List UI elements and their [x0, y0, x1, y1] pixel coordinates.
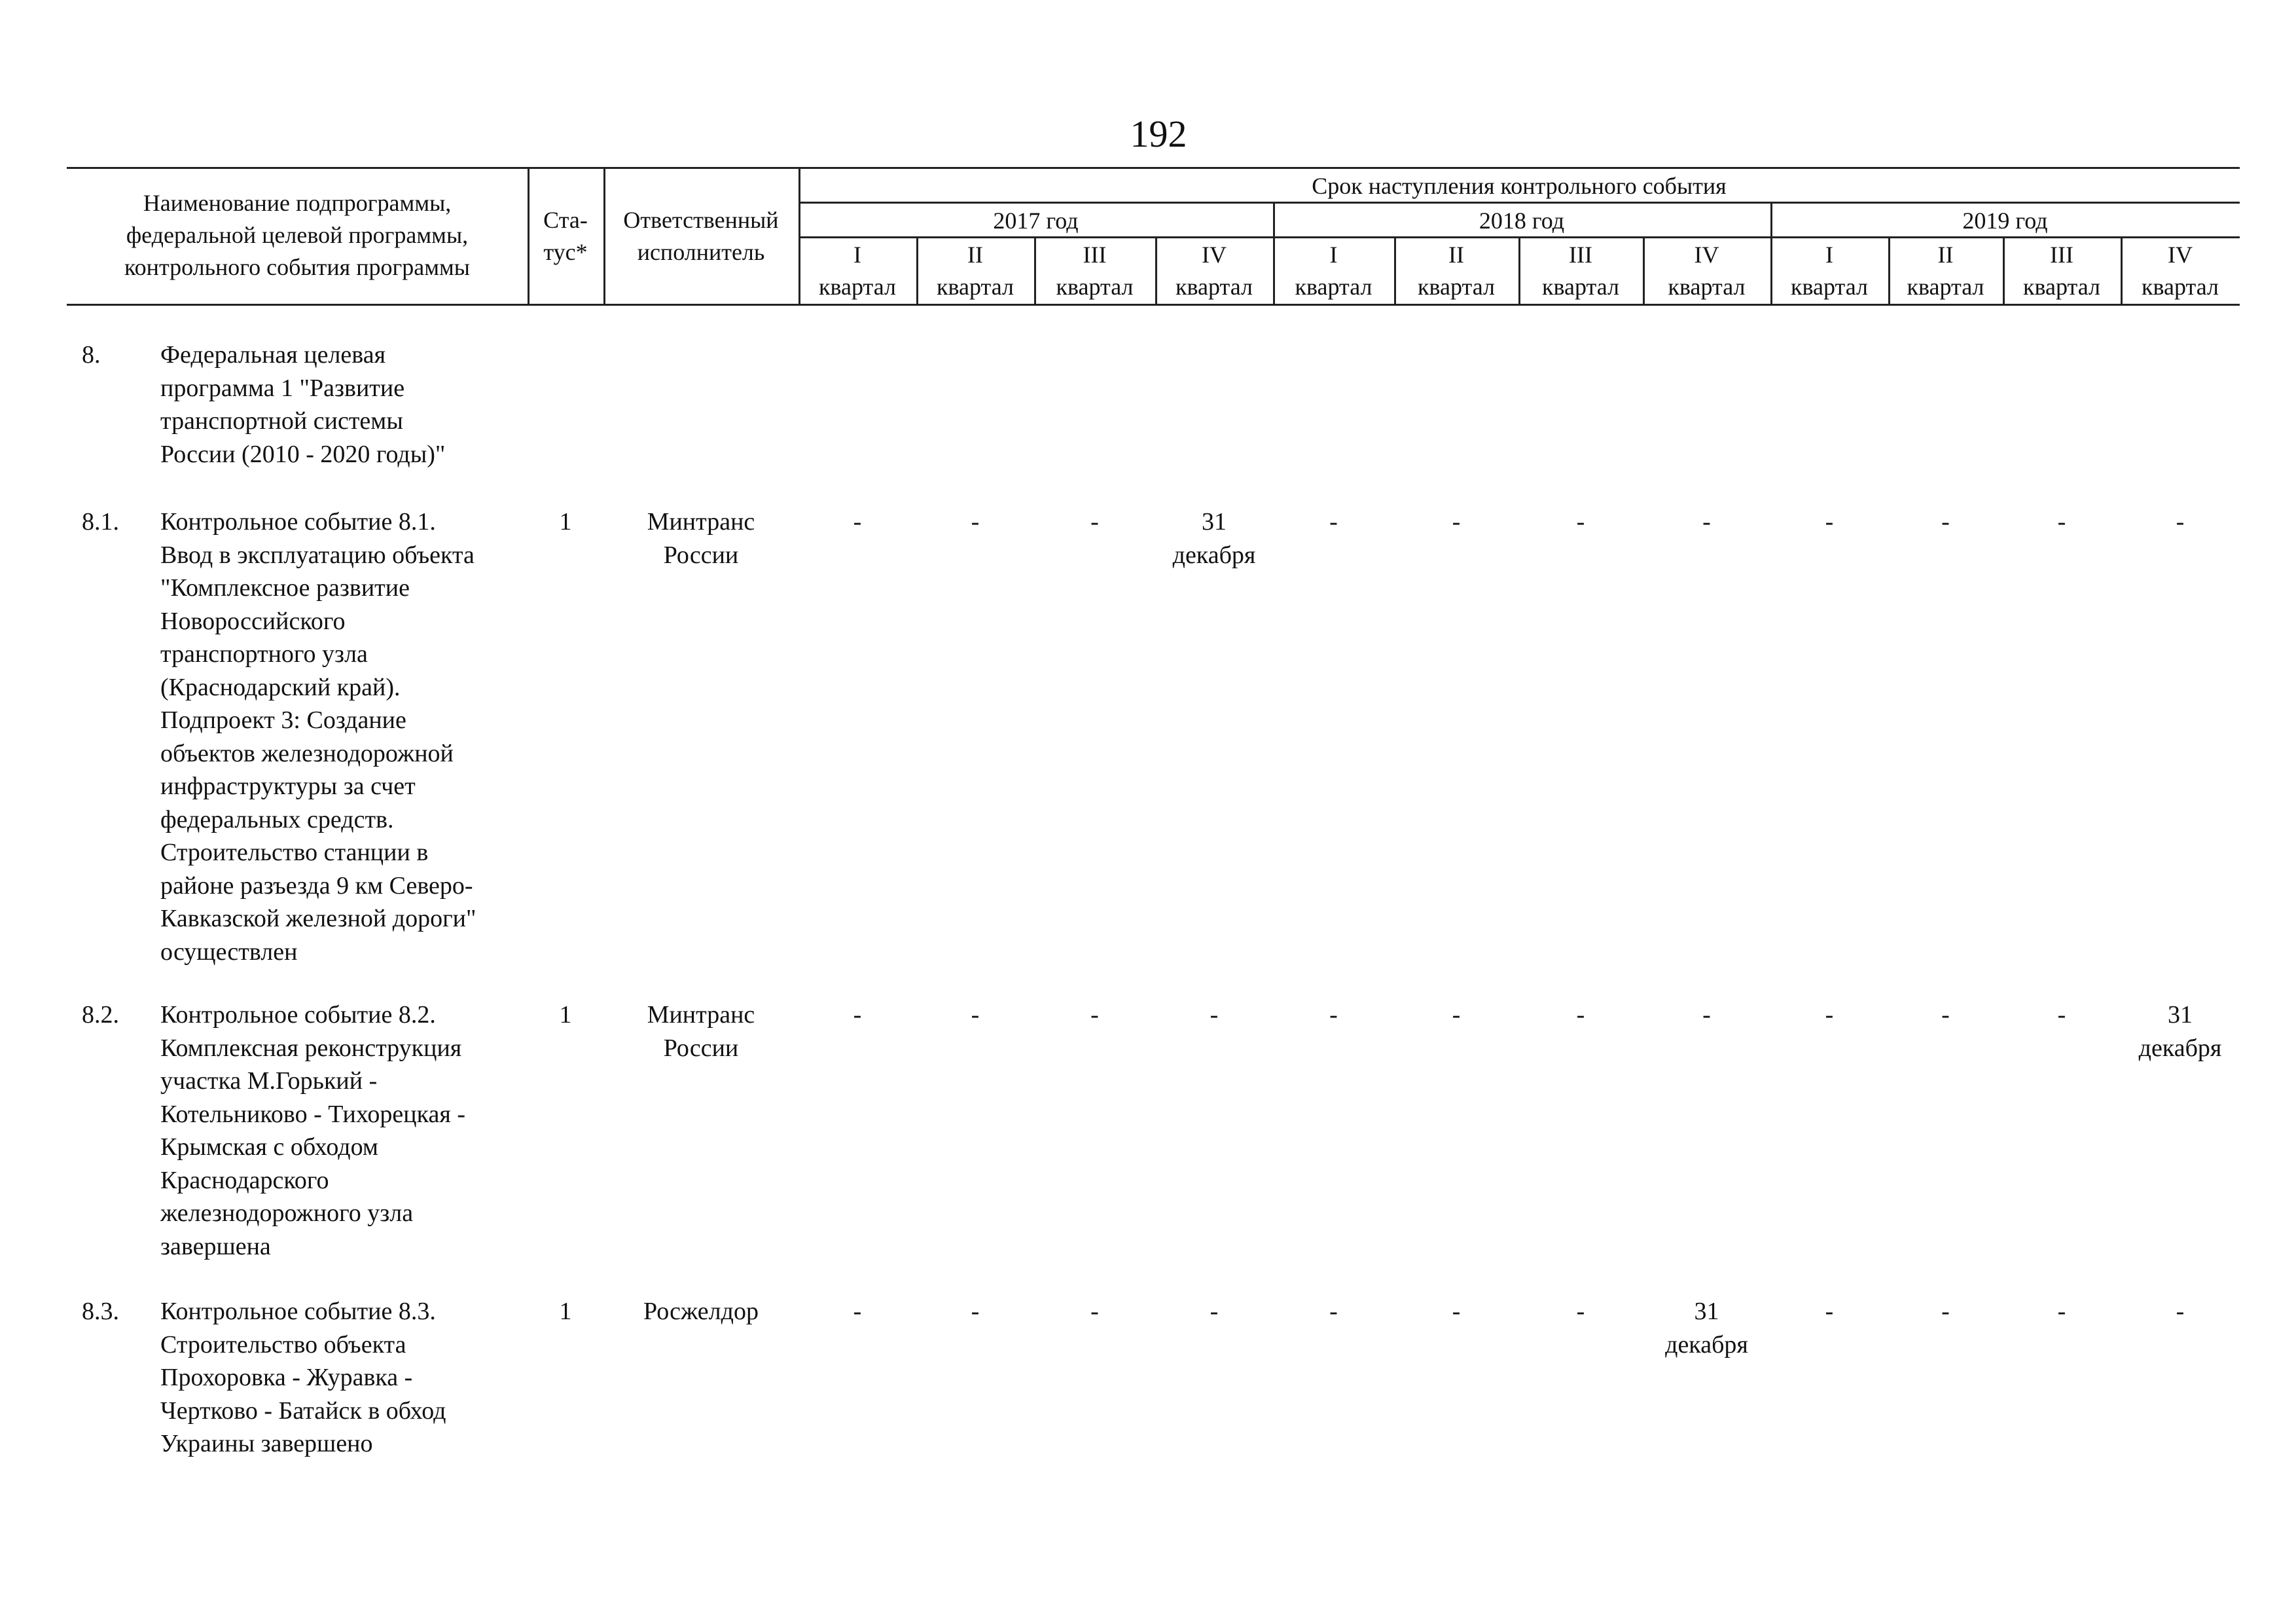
header-status-line: Ста- — [543, 207, 588, 233]
quarter-value-dash: - — [1941, 1298, 1950, 1325]
row-name-line: России (2010 - 2020 годы)" — [160, 440, 446, 468]
row-status: 1 — [559, 1298, 572, 1325]
row-name-line: железнодорожного узла — [160, 1199, 414, 1227]
quarter-value-dash: - — [1576, 508, 1585, 536]
quarter-value-dash: - — [1825, 1001, 1834, 1029]
row-name-line: Прохоровка - Журавка - — [160, 1364, 413, 1391]
quarter-numeral: III — [1569, 242, 1592, 268]
row-name-line: Краснодарского — [160, 1166, 329, 1194]
quarter-numeral: III — [2050, 242, 2073, 268]
row-name-line: Крымская с обходом — [160, 1133, 378, 1161]
row-name-line: Кавказской железной дороги" — [160, 905, 476, 932]
row-name-line: участка М.Горький - — [160, 1067, 378, 1095]
header-top-rule — [67, 167, 2240, 169]
quarter-value-dash: - — [1702, 508, 1711, 536]
quarter-value-dash: - — [971, 508, 980, 536]
header-deadline-title: Срок наступления контрольного события — [1312, 173, 1727, 199]
quarter-value-dash: - — [971, 1001, 980, 1029]
quarter-value-dash: - — [1452, 1298, 1461, 1325]
header-name-line: федеральной целевой программы, — [126, 222, 469, 248]
quarter-value-dash: - — [1825, 1298, 1834, 1325]
quarter-numeral: I — [853, 242, 861, 268]
header-year: 2018 год — [1479, 208, 1565, 234]
quarter-label: квартал — [2142, 274, 2219, 300]
quarter-value-dash: - — [853, 1298, 862, 1325]
quarter-numeral: II — [967, 242, 983, 268]
quarter-value-dash: - — [1702, 1001, 1711, 1029]
row-responsible-line: Минтранс — [647, 508, 755, 536]
quarter-value-dash: - — [2176, 1298, 2185, 1325]
quarter-value-dash: - — [2057, 508, 2066, 536]
quarter-numeral: I — [1329, 242, 1338, 268]
quarter-value-dash: - — [2057, 1001, 2066, 1029]
header-year: 2017 год — [993, 208, 1079, 234]
row-number: 8. — [82, 341, 101, 369]
quarter-value-dash: - — [971, 1298, 980, 1325]
header-status-line: тус* — [543, 239, 588, 265]
quarter-label: квартал — [1175, 274, 1253, 300]
row-status: 1 — [559, 1001, 572, 1029]
row-name-line: федеральных средств. — [160, 805, 394, 833]
row-name-line: осуществлен — [160, 938, 298, 966]
quarter-value-dash: - — [1825, 508, 1834, 536]
row-name-line: Украины завершено — [160, 1430, 373, 1457]
quarter-label: квартал — [2023, 274, 2100, 300]
row-status: 1 — [559, 508, 572, 536]
quarter-value-dash: - — [1329, 508, 1338, 536]
quarter-value-dash: - — [1576, 1001, 1585, 1029]
page-number: 192 — [1130, 113, 1187, 155]
header-bottom-rule — [67, 304, 2240, 306]
quarter-numeral: II — [1448, 242, 1464, 268]
row-name-line: Строительство объекта — [160, 1330, 406, 1359]
quarter-value-dash: - — [1210, 1298, 1219, 1325]
quarter-value-dash: - — [853, 1001, 862, 1029]
quarter-value-date: декабря — [1665, 1330, 1748, 1359]
quarter-value-dash: - — [1576, 1298, 1585, 1325]
row-number: 8.3. — [82, 1298, 119, 1325]
quarter-value-date: 31 — [2168, 1001, 2193, 1029]
quarter-value-dash: - — [1090, 508, 1099, 536]
row-name-line: Котельниково - Тихорецкая - — [160, 1100, 466, 1128]
quarter-value-dash: - — [1452, 508, 1461, 536]
quarter-numeral: III — [1083, 242, 1107, 268]
row-name-line: инфраструктуры за счет — [160, 773, 416, 800]
header-deadline-rule — [798, 202, 2240, 204]
quarter-value-dash: - — [1452, 1001, 1461, 1029]
row-name-line: Контрольное событие 8.2. — [160, 1001, 436, 1029]
row-responsible-line: России — [663, 1034, 739, 1062]
quarter-label: квартал — [1418, 274, 1495, 300]
quarter-label: квартал — [1295, 274, 1372, 300]
quarter-numeral: IV — [2168, 242, 2193, 268]
quarter-numeral: IV — [1694, 242, 1719, 268]
row-number: 8.2. — [82, 1001, 119, 1029]
header-year: 2019 год — [1962, 208, 2048, 234]
quarter-value-dash: - — [1090, 1001, 1099, 1029]
row-name-line: завершена — [160, 1232, 271, 1260]
quarter-value-dash: - — [1329, 1001, 1338, 1029]
quarter-numeral: IV — [1202, 242, 1227, 268]
row-name-line: Ввод в эксплуатацию объекта — [160, 541, 475, 569]
quarter-value-dash: - — [1941, 1001, 1950, 1029]
quarter-value-dash: - — [1090, 1298, 1099, 1325]
header-responsible-line: исполнитель — [637, 239, 765, 265]
quarter-label: квартал — [819, 274, 896, 300]
row-name-line: объектов железнодорожной — [160, 739, 454, 767]
quarter-value-dash: - — [1941, 508, 1950, 536]
row-name-line: Контрольное событие 8.3. — [160, 1298, 436, 1325]
row-responsible-line: Росжелдор — [643, 1298, 759, 1325]
quarter-value-dash: - — [853, 508, 862, 536]
quarter-numeral: I — [1825, 242, 1833, 268]
header-name-line: Наименование подпрограммы, — [143, 190, 452, 216]
row-name-line: транспортного узла — [160, 640, 368, 668]
row-name-line: транспортной системы — [160, 407, 403, 435]
quarter-label: квартал — [1056, 274, 1134, 300]
quarter-value-date: декабря — [2138, 1034, 2222, 1062]
quarter-value-date: декабря — [1172, 541, 1256, 569]
row-number: 8.1. — [82, 508, 119, 536]
row-responsible-line: России — [663, 541, 739, 569]
row-name-line: (Краснодарский край). — [160, 673, 401, 701]
row-name-line: "Комплексное развитие — [160, 574, 410, 602]
quarter-numeral: II — [1937, 242, 1954, 268]
row-name-line: Контрольное событие 8.1. — [160, 508, 436, 536]
quarter-value-dash: - — [1210, 1001, 1219, 1029]
row-name-line: Строительство станции в — [160, 839, 429, 866]
quarter-label: квартал — [1668, 274, 1746, 300]
quarter-label: квартал — [937, 274, 1014, 300]
row-name-line: программа 1 "Развитие — [160, 374, 405, 402]
row-name-line: Комплексная реконструкция — [160, 1034, 462, 1062]
row-name-line: районе разъезда 9 км Северо- — [160, 871, 473, 900]
quarter-label: квартал — [1907, 274, 1984, 300]
quarter-value-date: 31 — [1202, 508, 1227, 536]
quarter-value-date: 31 — [1694, 1298, 1719, 1325]
row-responsible-line: Минтранс — [647, 1001, 755, 1029]
quarter-value-dash: - — [1329, 1298, 1338, 1325]
row-name-line: Федеральная целевая — [160, 341, 386, 369]
header-name-line: контрольного события программы — [124, 254, 470, 280]
row-name-line: Чертково - Батайск в обход — [160, 1396, 446, 1425]
row-name-line: Подпроект 3: Создание — [160, 706, 406, 734]
quarter-value-dash: - — [2057, 1298, 2066, 1325]
quarter-label: квартал — [1791, 274, 1868, 300]
header-responsible-line: Ответственный — [623, 207, 779, 233]
row-name-line: Новороссийского — [160, 607, 346, 635]
quarter-label: квартал — [1542, 274, 1619, 300]
quarter-value-dash: - — [2176, 508, 2185, 536]
